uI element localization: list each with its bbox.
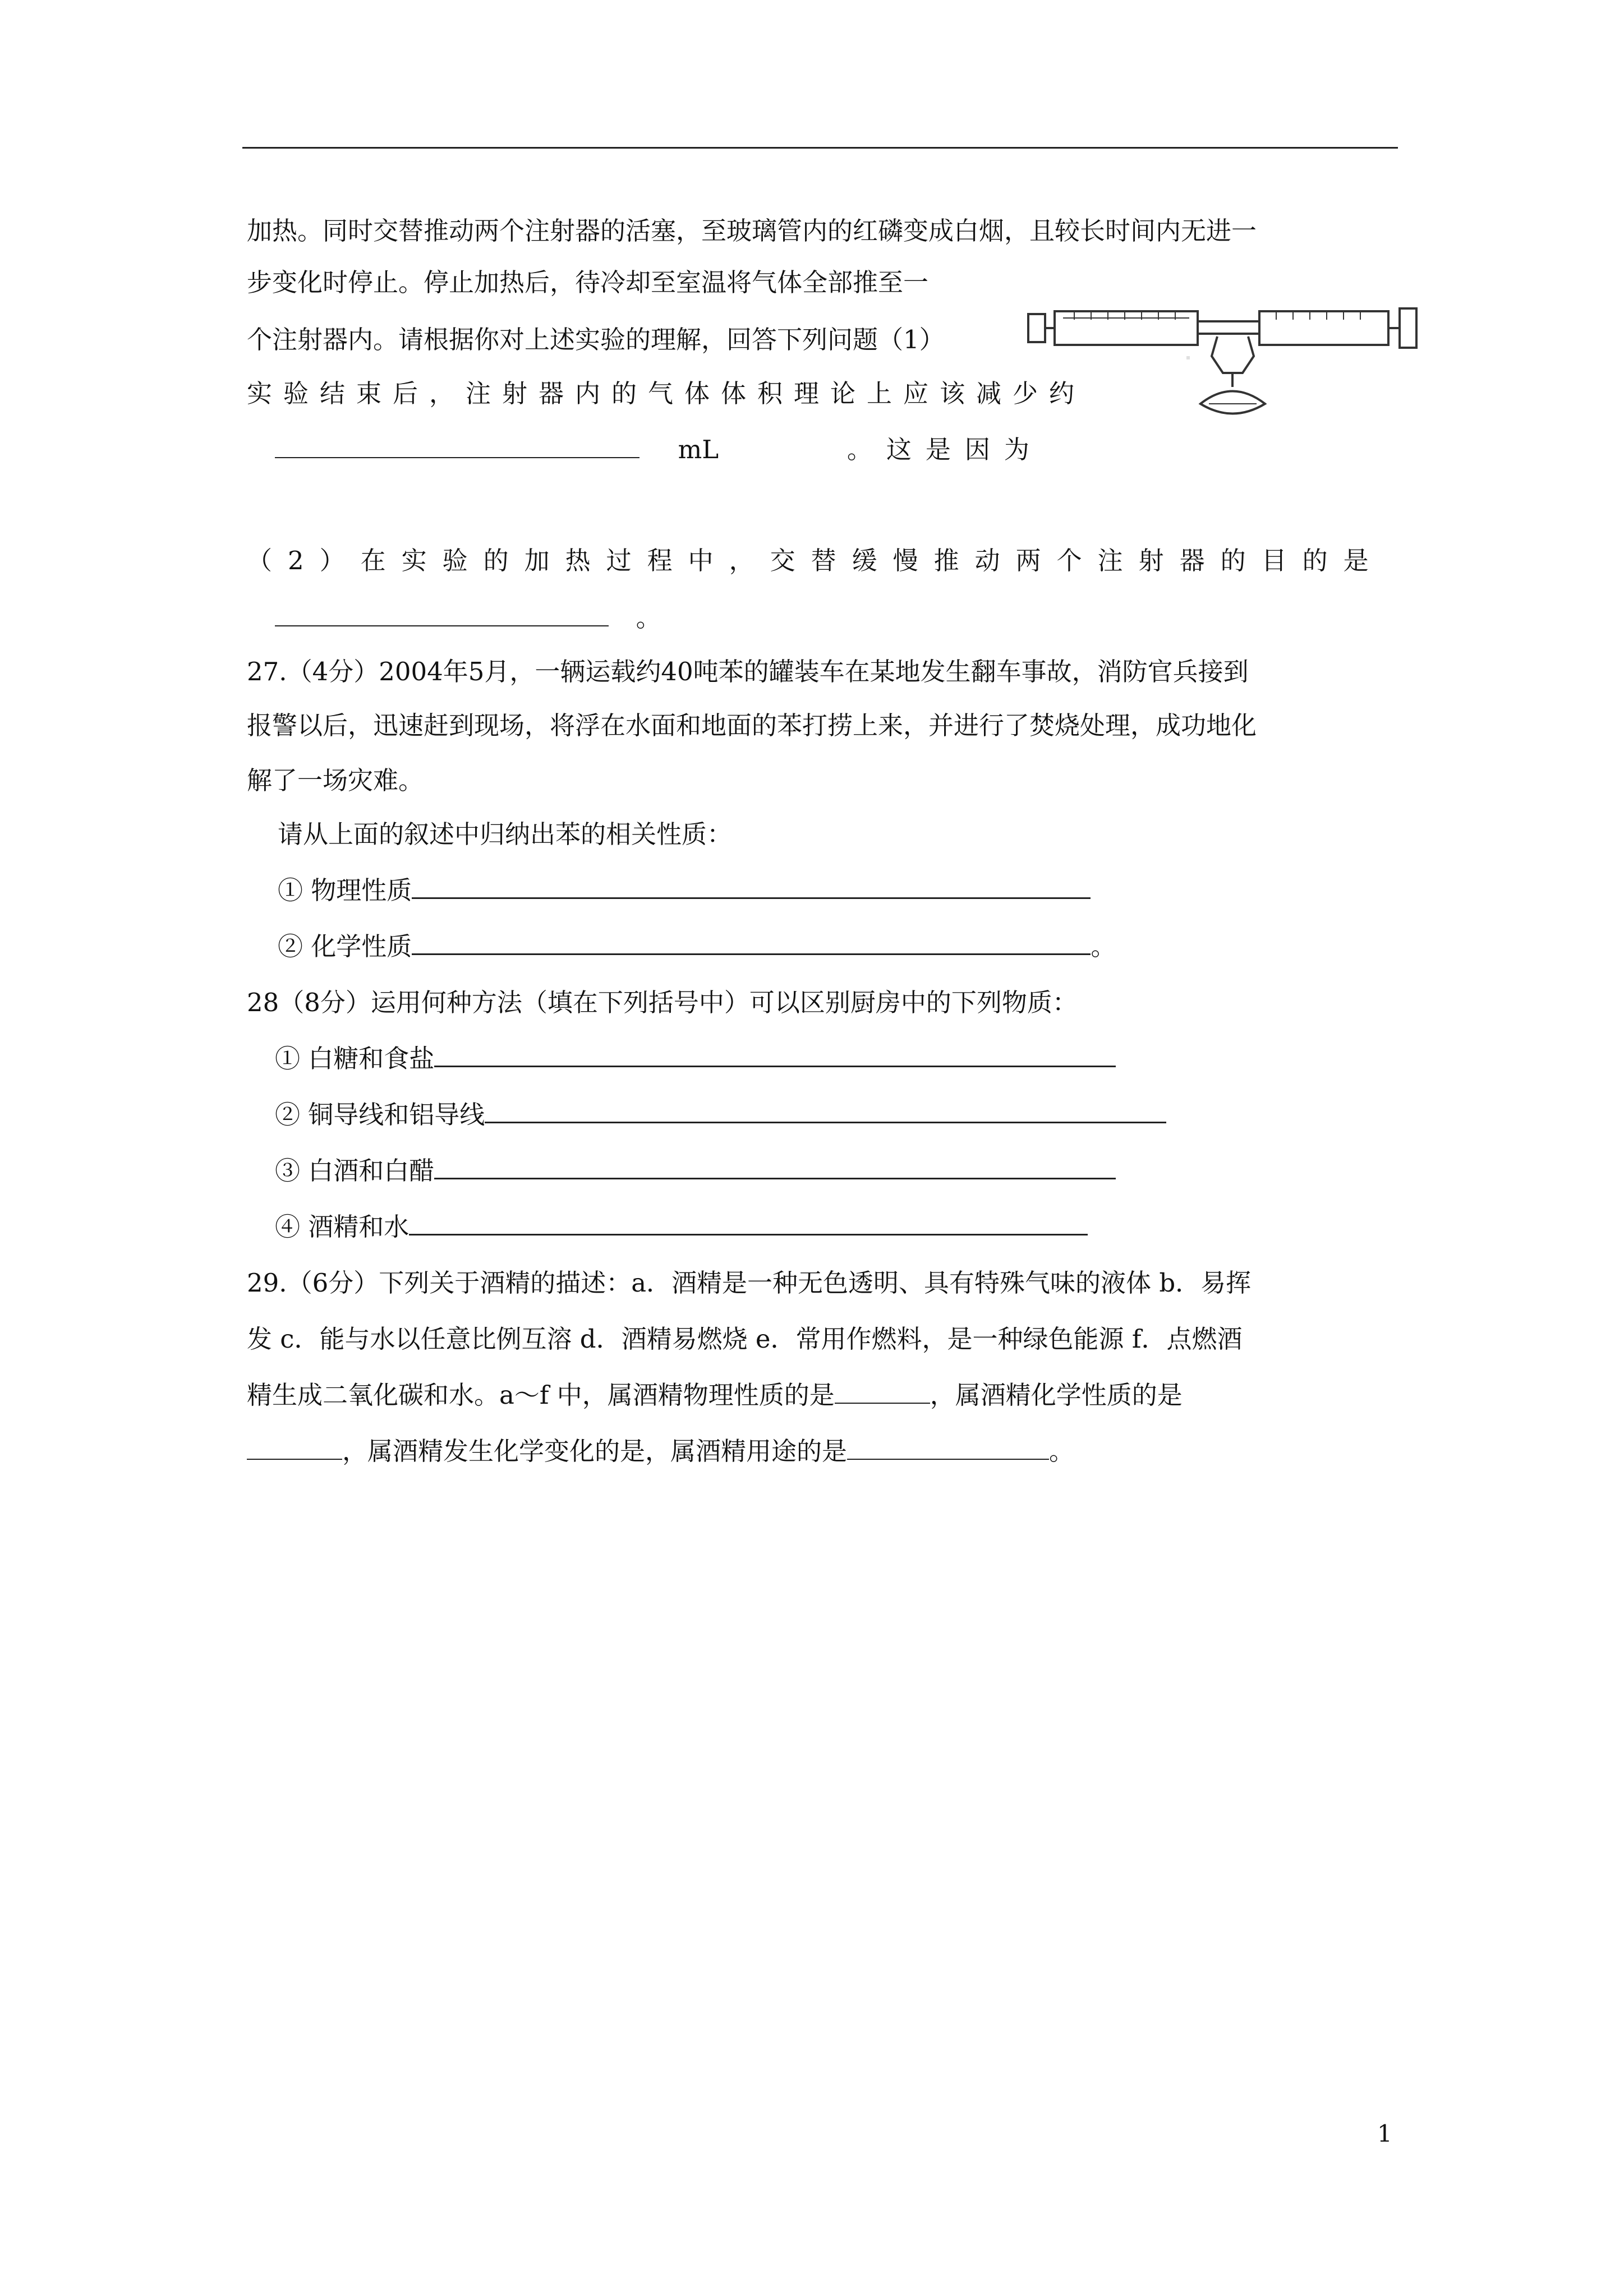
q28-item-2	[275, 1098, 1166, 1132]
q28-item-3	[275, 1154, 1116, 1188]
page-number: 1	[1377, 2120, 1392, 2147]
q26-answer-line-1	[275, 433, 1043, 467]
q29-line-4-b: 。	[1049, 1436, 1075, 1466]
q26-because: 。这是因为	[846, 435, 1043, 464]
answer-blank-alcohol-water[interactable]	[409, 1211, 1088, 1235]
q28-title: 28（8分）运用何种方法（填在下列括号中）可以区别厨房中的下列物质：	[247, 988, 1078, 1017]
q28-item-2-label: ② 铜导线和铝导线	[275, 1100, 485, 1129]
q28-item-1	[275, 1042, 1116, 1076]
q27-item-1-label: ① 物理性质	[278, 875, 412, 905]
q28-item-4-label: ④ 酒精和水	[275, 1212, 410, 1242]
answer-blank-physical-props[interactable]	[835, 1380, 930, 1404]
q27-line-3: 解了一场灾难。	[247, 766, 424, 795]
q26-line-3: 个注射器内。请根据你对上述实验的理解，回答下列问题（1）	[247, 325, 945, 354]
q29-line-3-a: 精生成二氧化碳和水。a～f 中，属酒精物理性质的是	[247, 1380, 835, 1410]
answer-blank-chemical[interactable]	[412, 931, 1091, 955]
answer-blank-uses[interactable]	[847, 1436, 1049, 1460]
answer-blank-physical[interactable]	[412, 875, 1091, 899]
answer-blank-copper-aluminum[interactable]	[485, 1099, 1166, 1123]
q27-line-2: 报警以后，迅速赶到现场，将浮在水面和地面的苯打捞上来，并进行了焚烧处理，成功地化	[247, 711, 1257, 740]
answer-blank-purpose[interactable]	[275, 603, 609, 626]
q26-sub2-answer	[275, 601, 661, 635]
q26-line-4: 实验结束后，注射器内的气体体积理论上应该减少约	[247, 379, 1086, 408]
header-rule	[242, 147, 1398, 149]
q26-line-1: 加热。同时交替推动两个注射器的活塞，至玻璃管内的红磷变成白烟，且较长时间内无进一	[247, 216, 1257, 246]
answer-blank-sugar-salt[interactable]	[434, 1043, 1116, 1067]
answer-blank-volume[interactable]	[275, 435, 640, 458]
q29-line-1: 29.（6分）下列关于酒精的描述：a．酒精是一种无色透明、具有特殊气味的液体 b．易挥	[247, 1268, 1252, 1298]
q28-item-3-label: ③ 白酒和白醋	[275, 1156, 435, 1186]
q29-line-4-a: ，属酒精发生化学变化的是，属酒精用途的是	[342, 1436, 848, 1466]
q26-line-2: 步变化时停止。停止加热后，待冷却至室温将气体全部推至一	[247, 268, 929, 297]
q29-line-4	[247, 1435, 1074, 1468]
q27-item-2	[278, 930, 1116, 963]
q29-line-3	[247, 1378, 1183, 1412]
q28-item-4	[275, 1210, 1088, 1244]
q26-sub2-end: 。	[636, 603, 661, 633]
q27-item-2-end: 。	[1091, 932, 1116, 961]
q28-item-1-label: ① 白糖和食盐	[275, 1044, 435, 1073]
q27-item-1	[278, 874, 1091, 907]
syringe-apparatus-figure	[1024, 289, 1428, 440]
q26-sub2: （2）在实验的加热过程中，交替缓慢推动两个注射器的目的是	[247, 546, 1384, 575]
q27-item-2-label: ② 化学性质	[278, 932, 412, 961]
answer-blank-liquor-vinegar[interactable]	[434, 1155, 1116, 1179]
q29-line-3-b: ，属酒精化学性质的是	[930, 1380, 1183, 1410]
unit-ml: mL	[678, 435, 719, 464]
q29-line-2: 发 c．能与水以任意比例互溶 d．酒精易燃烧 e．常用作燃料，是一种绿色能源 f．点燃酒	[247, 1324, 1243, 1354]
answer-blank-chemical-props[interactable]	[247, 1436, 342, 1460]
q27-prompt: 请从上面的叙述中归纳出苯的相关性质：	[278, 819, 733, 849]
q27-line-1: 27.（4分）2004年5月，一辆运载约40吨苯的罐装车在某地发生翻车事故，消防官兵接到	[247, 657, 1249, 686]
